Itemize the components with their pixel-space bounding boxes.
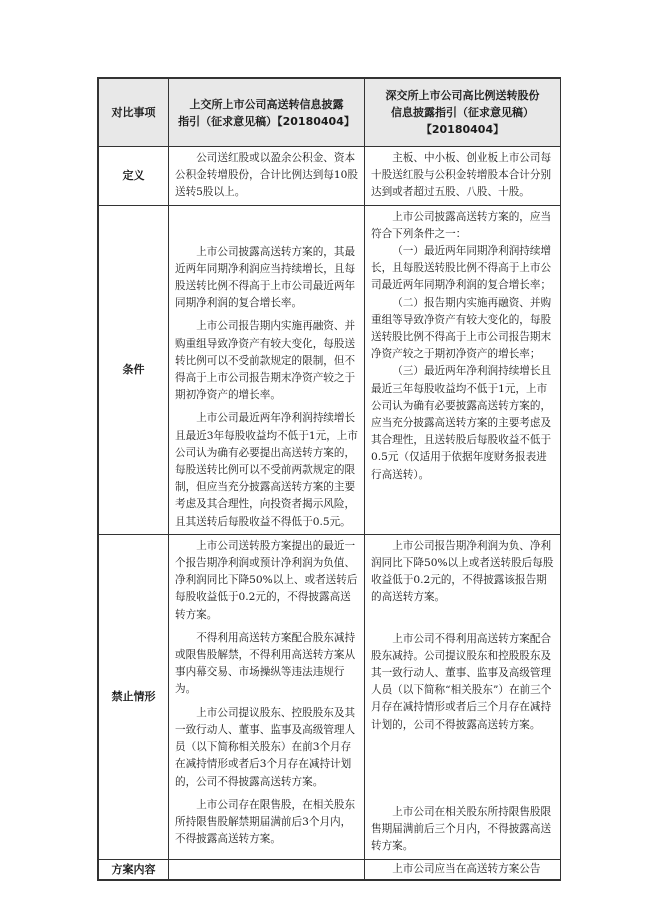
cell-content-szse [365,859,561,879]
row-prohibited [99,534,561,859]
header-sse-line2: 指引（征求意见稿）【20180404】 [178,114,355,128]
prohibited-sse-para1: 上市公司送转股方案提出的最近一个报告期净利润或预计净利润为负值、净利润同比下降50%以上、或者送转后每股收益低于0.2元的，不得披露高送转方案。 [175,539,358,621]
definition-szse-text: 主板、中小板、创业板上市公司每十股送红股与公积金转增股本合计分别达到或者超过五股、八股、十股。 [371,152,552,199]
prohibited-sse-para4: 上市公司存在限售股，在相关股东所持限售股解禁期届满前后3个月内，不得披露高送转方案。 [175,798,356,846]
content-szse-text: 上市公司应当在高送转方案公告 [392,862,541,875]
cell-content-sse [169,859,365,879]
header-szse-line2: 信息披露指引（征求意见稿） [391,106,534,119]
header-sse-line1: 上交所上市公司高送转信息披露 [189,97,344,111]
prohibited-sse-para3: 上市公司提议股东、控股股东及其一致行动人、董事、监事及高级管理人员（以下简称相关股东）在前3个月存在减持情形或者后3个月存在减持计划的，公司不得披露高送转方案。 [175,706,356,788]
label-conditions: 条件 [99,205,169,534]
label-prohibited: 禁止情形 [99,534,169,859]
definition-sse-text: 公司送红股或以盈余公积金、资本公积金转增股份，合计比例达到每10股送转5股以上。 [175,152,358,199]
prohibited-szse-para1: 上市公司报告期净利润为负、净利润同比下降50%以上或者送转股后每股收益低于0.2元的，不得披露该报告期的高送转方案。 [371,539,554,604]
cell-prohibited-sse [169,534,365,859]
header-szse-line1: 深交所上市公司高比例送转股份 [385,89,540,102]
header-compare-item: 对比事项 [99,79,169,147]
header-sse-guideline [169,79,365,147]
row-plan-content [99,859,561,879]
row-definition [99,147,561,206]
cell-definition-szse [365,147,561,206]
prohibited-szse-para3: 上市公司在相关股东所持限售股限售期届满前后三个月内，不得披露高送转方案。 [371,805,552,853]
conditions-sse-para1: 上市公司披露高送转方案的，其最近两年同期净利润应当持续增长，且每股送转比例不得高于上市公司最近两年同期净利润的复合增长率。 [175,245,356,310]
conditions-szse-item2: （二）报告期内实施再融资、并购重组等导致净资产有较大变化的，每股送转股比例不得高于上市公司报告期末净资产较之于期初净资产的增长率； [371,296,552,361]
header-szse-line3: 【20180404】 [420,123,505,136]
prohibited-szse-para2: 上市公司不得利用高送转方案配合股东减持。公司提议股东和控股股东及其一致行动人、董事、监事及高级管理人员（以下简称“相关股东”）在前三个月存在减持情形或者后三个月存在减持计划的，公司不得披露高送转方案。 [371,632,552,731]
comparison-table [97,77,561,881]
conditions-sse-para3: 上市公司最近两年净利润持续增长且最近3年每股收益均不低于1元，上市公司认为确有必要提出高送转方案的，每股送转比例可以不受前两款规定的限制，但应当充分披露高送转方案的主要考虑及其合理性，向投资者揭示风险，且其送转后每股收益不得低于0.5元。 [175,412,358,528]
prohibited-sse-para2: 不得利用高送转方案配合股东减持或限售股解禁，不得利用高送转方案从事内幕交易、市场操纵等违法违规行为。 [175,631,356,696]
conditions-szse-item1: （一）最近两年同期净利润持续增长，且每股送转股比例不得高于上市公司最近两年同期净利润的复合增长率； [371,245,552,292]
label-plan-content: 方案内容 [99,859,169,879]
cell-conditions-sse [169,205,365,534]
cell-conditions-szse [365,205,561,534]
header-szse-guideline [365,79,561,147]
cell-prohibited-szse [365,534,561,859]
label-definition: 定义 [99,147,169,206]
conditions-szse-item3: （三）最近两年净利润持续增长且最近三年每股收益均不低于1元，上市公司认为确有必要披露高送转方案的，应当充分披露高送转方案的主要考虑及其合理性，且送转股后每股收益不低于0.5元（仅适用于依据年度财务报表进行高送转）。 [371,365,552,481]
row-conditions [99,205,561,534]
conditions-sse-para2: 上市公司报告期内实施再融资、并购重组导致净资产有较大变化，每股送转比例可以不受前款规定的限制，但不得高于上市公司报告期末净资产较之于期初净资产的增长率。 [175,320,356,402]
header-row [99,79,561,147]
conditions-szse-intro: 上市公司披露高送转方案的，应当符合下列条件之一： [371,210,552,240]
cell-definition-sse [169,147,365,206]
